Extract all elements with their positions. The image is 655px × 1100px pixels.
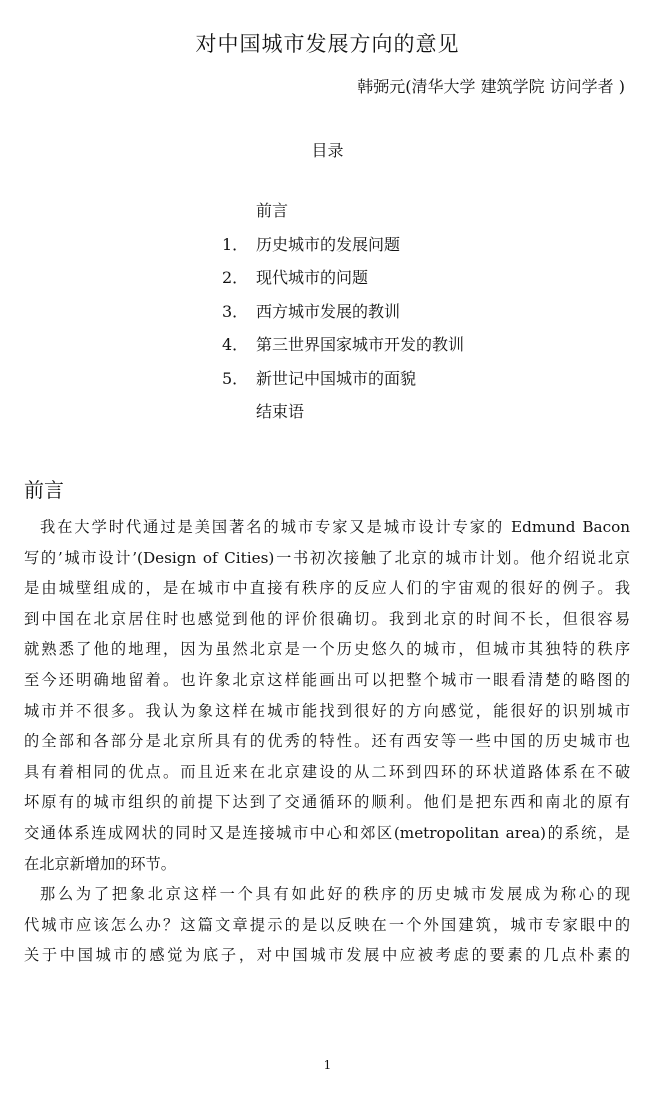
toc-item-number: 1． — [222, 234, 249, 254]
paragraph-line: 关于中国城市的感觉为底子，对中国城市发展中应被考虑的要素的几点朴素的 — [24, 946, 630, 965]
paragraph-line: 写的’城市设计’(Design of Cities)一书初次接触了北京的城市计划。他介绍说北京 — [24, 548, 630, 567]
toc-item — [222, 332, 464, 366]
toc-item — [222, 232, 464, 266]
document-title: 对中国城市发展方向的意见 — [195, 32, 460, 56]
author-line: 韩弼元(清华大学 建筑学院 访问学者 ) — [357, 77, 625, 96]
toc-item-label: 西方城市发展的教训 — [256, 301, 401, 321]
toc-item-number: 4． — [222, 335, 249, 354]
table-of-contents — [222, 198, 464, 433]
paragraph-line: 交通体系连成网状的同时又是连接城市中心和郊区(metropolitan area)的系统，是 — [24, 823, 630, 842]
toc-item-number: 5． — [222, 368, 249, 388]
section-body — [24, 512, 630, 971]
toc-item — [222, 299, 464, 333]
toc-item-number — [222, 399, 256, 433]
toc-item-label: 历史城市的发展问题 — [256, 234, 401, 254]
toc-item-number: 3． — [222, 301, 249, 321]
toc-item-label: 结束语 — [256, 402, 305, 421]
toc-heading: 目录 — [311, 141, 344, 160]
toc-item — [222, 366, 464, 400]
toc-item-label: 现代城市的问题 — [256, 268, 369, 287]
paragraph-line: 至今还明确地留着。也许象北京这样能画出可以把整个城市一眼看清楚的略图的 — [24, 670, 630, 689]
toc-item-label: 前言 — [256, 201, 289, 220]
paragraph-line: 代城市应该怎么办？这篇文章提示的是以反映在一个外国建筑，城市专家眼中的 — [24, 915, 630, 934]
toc-item-label: 新世记中国城市的面貌 — [256, 368, 417, 388]
toc-item-number: 2． — [222, 268, 249, 287]
toc-item — [222, 198, 464, 232]
paragraph-line: 我在大学时代通过是美国著名的城市专家又是城市设计专家的 Edmund Bacon — [40, 518, 630, 536]
paragraph-line: 在北京新增加的环节。 — [24, 854, 176, 873]
paragraph-line: 坏原有的城市组织的前提下达到了交通循环的顺利。他们是把东西和南北的原有 — [24, 793, 630, 812]
paragraph-line: 是由城壁组成的，是在城市中直接有秩序的反应人们的宇宙观的很好的例子。我 — [24, 579, 630, 598]
paragraph-line: 那么为了把象北京这样一个具有如此好的秩序的历史城市发展成为称心的现 — [40, 885, 630, 904]
page-number: 1 — [323, 1058, 332, 1072]
paragraph-line: 的全部和各部分是北京所具有的优秀的特性。还有西安等一些中国的历史城市也 — [24, 732, 630, 751]
paragraph-line: 到中国在北京居住时也感觉到他的评价很确切。我到北京的时间不长，但很容易 — [24, 609, 630, 628]
toc-item — [222, 265, 464, 299]
paragraph-line: 就熟悉了他的地理，因为虽然北京是一个历史悠久的城市，但城市其独特的秩序 — [24, 640, 630, 659]
toc-item-label: 第三世界国家城市开发的教训 — [256, 335, 465, 354]
toc-item — [222, 399, 464, 433]
section-heading: 前言 — [24, 478, 64, 502]
toc-item-number — [222, 198, 256, 232]
paragraph-line: 具有着相同的优点。而且近来在北京建设的从二环到四环的环状道路体系在不破 — [24, 762, 630, 781]
paragraph-line: 城市并不很多。我认为象这样在城市能找到很好的方向感觉，能很好的识别城市 — [24, 701, 630, 720]
